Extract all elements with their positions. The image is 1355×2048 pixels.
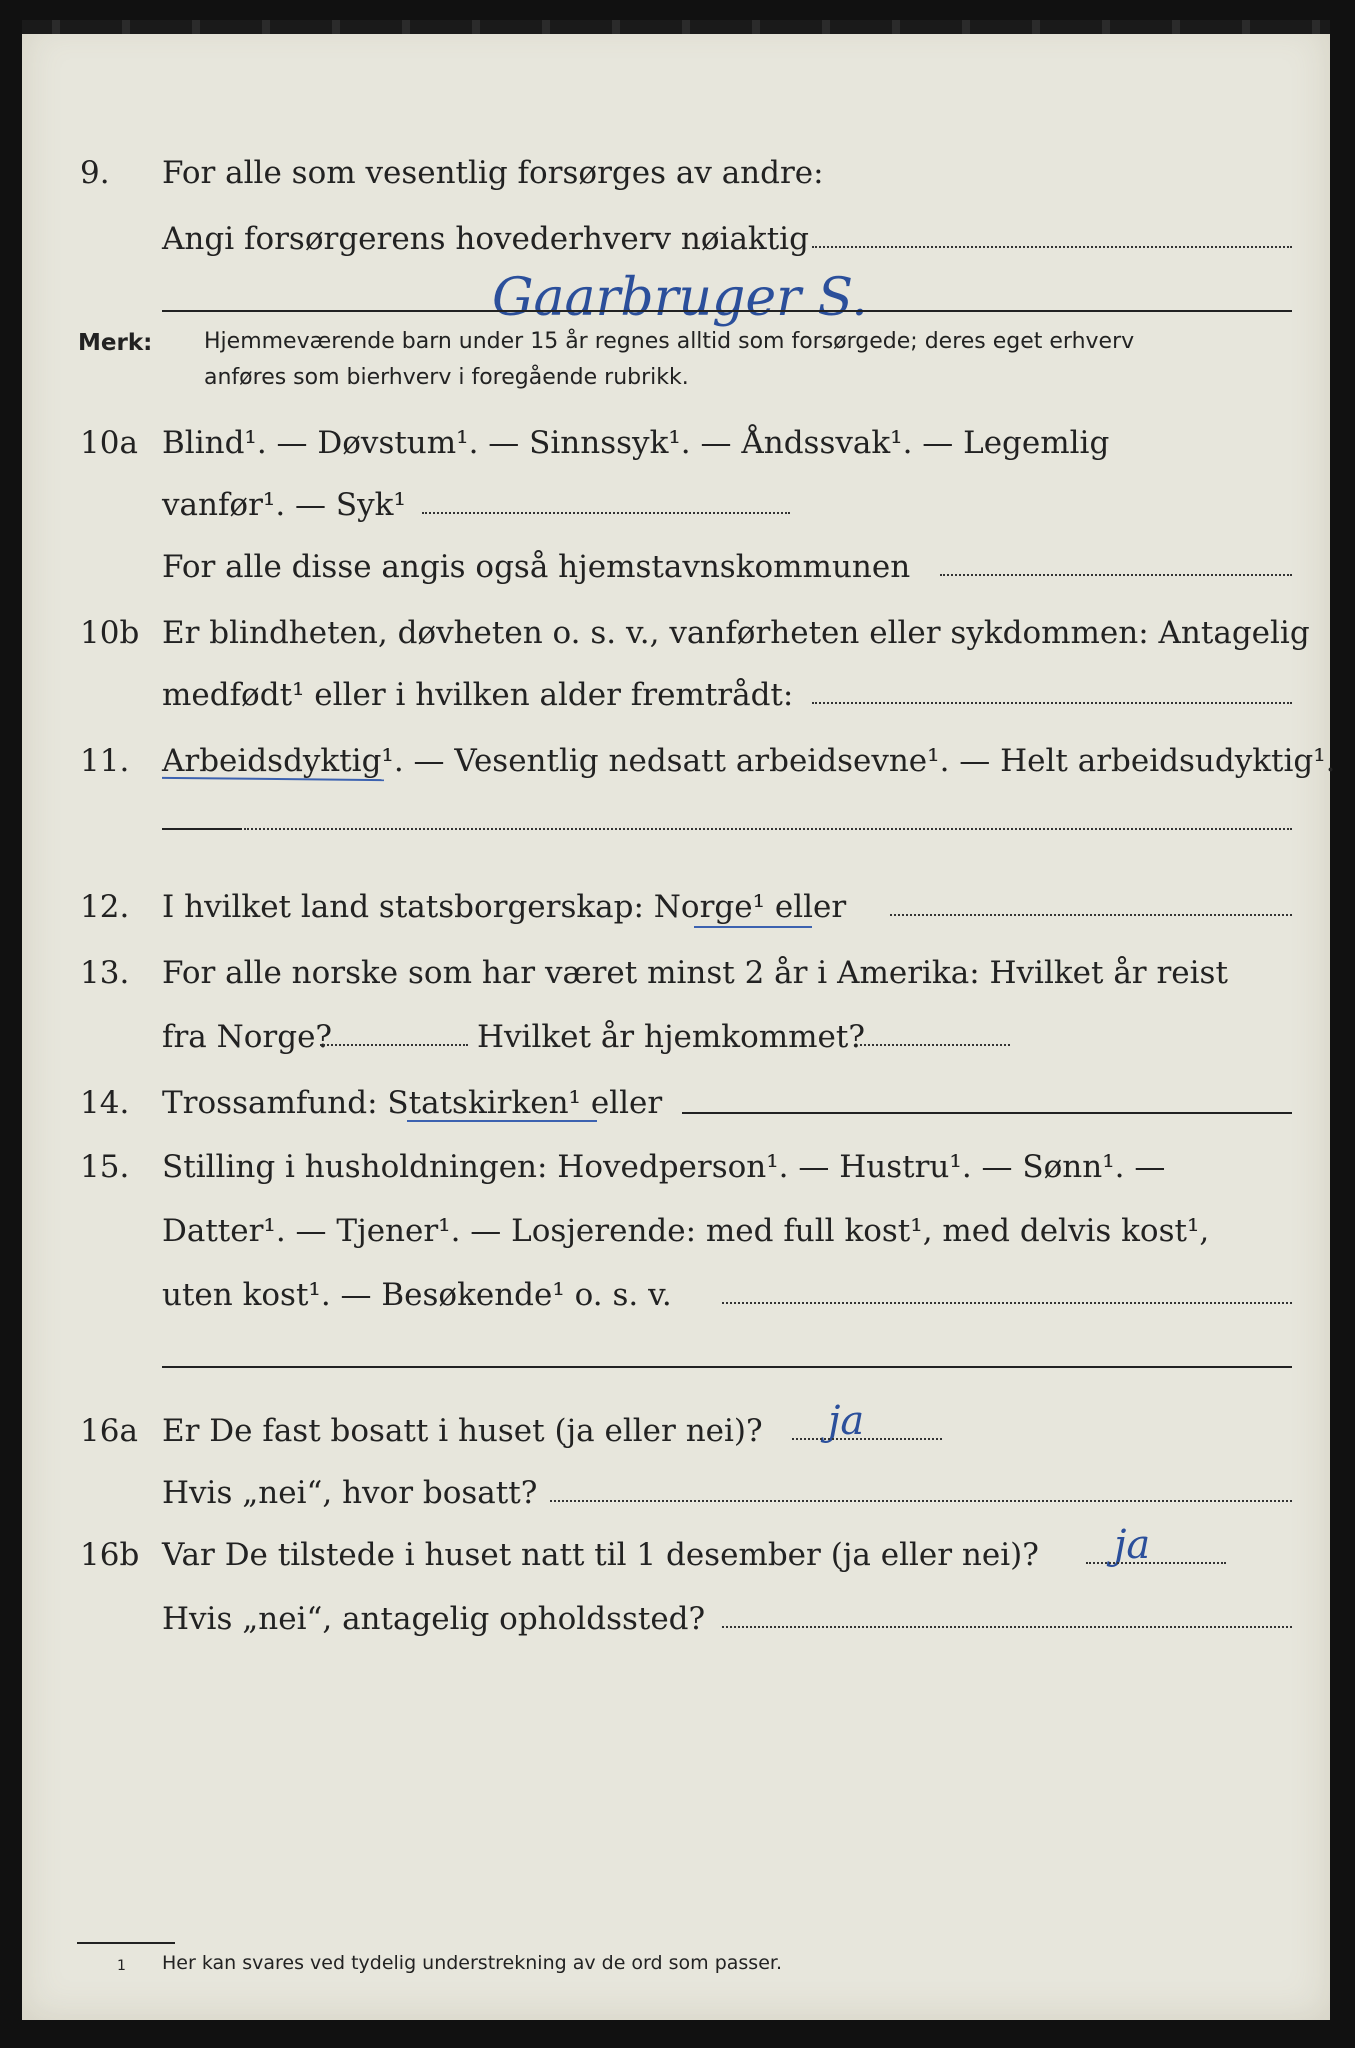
q16b-number: 16b (80, 1537, 140, 1573)
q14-answer-line (682, 1112, 1292, 1114)
q11-line1: Arbeidsdyktig¹. — Vesentlig nedsatt arbeidsevne¹. — Helt arbeidsudyktig¹. (162, 743, 1336, 779)
footnote-rule (77, 1942, 175, 1944)
q16b-handwritten-answer: ja (1114, 1522, 1151, 1568)
q14-line1: Trossamfund: Statskirken¹ eller (162, 1085, 663, 1121)
q12-norge-underline (694, 926, 812, 928)
q13-reist-line (320, 1044, 468, 1046)
q10b-alder-line (812, 702, 1292, 704)
q14-statskirken-underline (407, 1120, 597, 1122)
q12-country-line (890, 914, 1292, 916)
q15-line2: Datter¹. — Tjener¹. — Losjerende: med full kost¹, med delvis kost¹, (162, 1213, 1210, 1249)
q13-line2a: fra Norge? (162, 1019, 333, 1055)
q10b-number: 10b (80, 615, 140, 651)
q12-line1: I hvilket land statsborgerskap: Norge¹ eller (162, 889, 847, 925)
q10a-syk-line (422, 512, 790, 514)
q9-line1: For alle som vesentlig forsørges av andre: (162, 155, 824, 191)
q13-line1: For alle norske som har været minst 2 år i Amerika: Hvilket år reist (162, 955, 1228, 991)
q16b-line2: Hvis „nei“, antagelig opholdssted? (162, 1601, 706, 1637)
q13-number: 13. (80, 955, 130, 991)
q10b-line2: medfødt¹ eller i hvilken alder fremtrådt: (162, 677, 794, 713)
q16a-number: 16a (80, 1413, 138, 1449)
q16b-line1: Var De tilstede i huset natt til 1 desember (ja eller nei)? (162, 1537, 1039, 1573)
q16b-opholdssted-line (722, 1626, 1292, 1628)
q16a-answer-line (792, 1438, 942, 1440)
q9-handwritten-answer: Gaarbruger S. (492, 268, 868, 328)
q10a-number: 10a (80, 425, 138, 461)
q13-line2b: Hvilket år hjemkommet? (477, 1019, 865, 1055)
q16b-answer-line (1086, 1562, 1226, 1564)
q10b-line1: Er blindheten, døvheten o. s. v., vanførheten eller sykdommen: Antagelig (162, 615, 1310, 651)
q12-number: 12. (80, 889, 130, 925)
q15-number: 15. (80, 1149, 130, 1185)
q9-number: 9. (80, 155, 110, 191)
merk-label: Merk: (78, 330, 153, 356)
q13-hjemkommet-line (860, 1044, 1010, 1046)
q16a-line1: Er De fast bosatt i huset (ja eller nei)? (162, 1413, 763, 1449)
q10a-line3: For alle disse angis også hjemstavnskommunen (162, 549, 911, 585)
q16a-handwritten-answer: ja (828, 1398, 865, 1444)
q11-short-line (162, 828, 242, 830)
merk-line1: Hjemmeværende barn under 15 år regnes alltid som forsørgede; deres eget erhverv (204, 329, 1135, 354)
footnote-mark: 1 (117, 1958, 126, 1974)
q16a-bosatt-line (550, 1500, 1292, 1502)
q15-line1: Stilling i husholdningen: Hovedperson¹. — Hustru¹. — Sønn¹. — (162, 1149, 1166, 1185)
q9-line2: Angi forsørgerens hovederhverv nøiaktig (162, 221, 809, 257)
merk-line2: anføres som bierhverv i foregående rubrikk. (204, 365, 689, 390)
footnote-text: Her kan svares ved tydelig understrekning av de ord som passer. (162, 1952, 782, 1974)
q10a-line1: Blind¹. — Døvstum¹. — Sinnssyk¹. — Åndssvak¹. — Legemlig (162, 425, 1110, 461)
q9-answer-line (162, 310, 1292, 312)
q16a-line2: Hvis „nei“, hvor bosatt? (162, 1475, 538, 1511)
q9-dotted-line (812, 246, 1292, 248)
q15-line3: uten kost¹. — Besøkende¹ o. s. v. (162, 1277, 672, 1313)
q15-answer-line (162, 1366, 1292, 1368)
q10a-kommune-line (940, 574, 1292, 576)
q11-number: 11. (80, 743, 130, 779)
top-edge-strip (22, 20, 1330, 34)
q10a-line2: vanfør¹. — Syk¹ (162, 487, 406, 523)
q14-number: 14. (80, 1085, 130, 1121)
census-form-page (22, 20, 1336, 2020)
q15-stilling-line (722, 1302, 1292, 1304)
q11-answer-line (244, 828, 1292, 830)
